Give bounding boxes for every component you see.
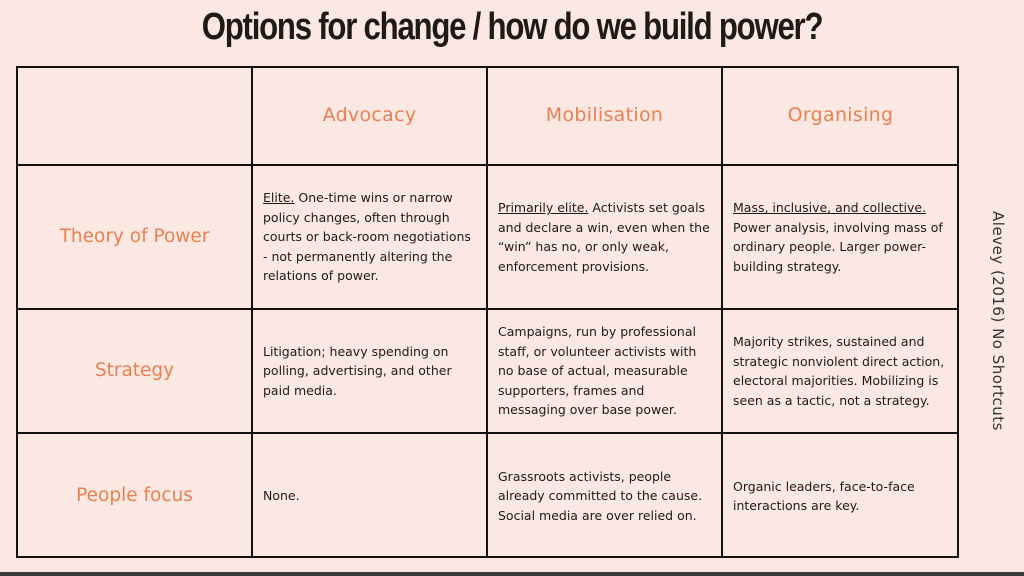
cell-text: Campaigns, run by professional staff, or volunteer activists with no base of actual, measurable supporters, frames and messaging over base power. [498,324,697,418]
column-header-organising: Organising [723,68,958,166]
row-header-people-focus: People focus [18,434,253,558]
row-header-theory-of-power: Theory of Power [18,166,253,310]
bottom-bar [0,572,1024,576]
cell-strategy-advocacy [253,310,488,434]
row-header-strategy: Strategy [18,310,253,434]
cell-people-mobilisation [488,434,723,558]
comparison-table [16,66,959,558]
cell-emphasis: Mass, inclusive, and collective. [733,200,927,215]
cell-strategy-organising [723,310,958,434]
cell-theory-organising [723,166,958,310]
cell-text: Activists set goals and declare a win, even when the “win” has no, or only weak, enforcement provisions. [498,200,710,274]
cell-text: Organic leaders, face-to-face interactions are key. [733,478,915,513]
cell-theory-mobilisation [488,166,723,310]
cell-text: Litigation; heavy spending on polling, advertising, and other paid media. [263,343,452,398]
cell-text: Power analysis, involving mass of ordinary people. Larger power-building strategy. [733,219,943,274]
cell-text: Majority strikes, sustained and strategic nonviolent direct action, electoral majorities. Mobilizing is seen as a tactic, not a strategy. [733,334,945,408]
page-title: Options for change / how do we build power? [201,6,823,48]
cell-text: Grassroots activists, people already committed to the cause. Social media are over relied on. [498,468,703,523]
cell-emphasis: Elite. [263,190,295,206]
cell-text: One-time wins or narrow policy changes, often through courts or back-room negotiations - not permanently altering the relations of power. [263,190,471,284]
source-credit: Alevey (2016) No Shortcuts [989,211,1007,431]
column-header-advocacy: Advocacy [253,68,488,166]
cell-emphasis: Primarily elite. [498,200,589,215]
cell-theory-advocacy [253,166,488,310]
cell-people-advocacy [253,434,488,558]
table-corner-cell [18,68,253,166]
cell-strategy-mobilisation [488,310,723,434]
column-header-mobilisation: Mobilisation [488,68,723,166]
cell-people-organising [723,434,958,558]
cell-text: None. [263,488,300,504]
